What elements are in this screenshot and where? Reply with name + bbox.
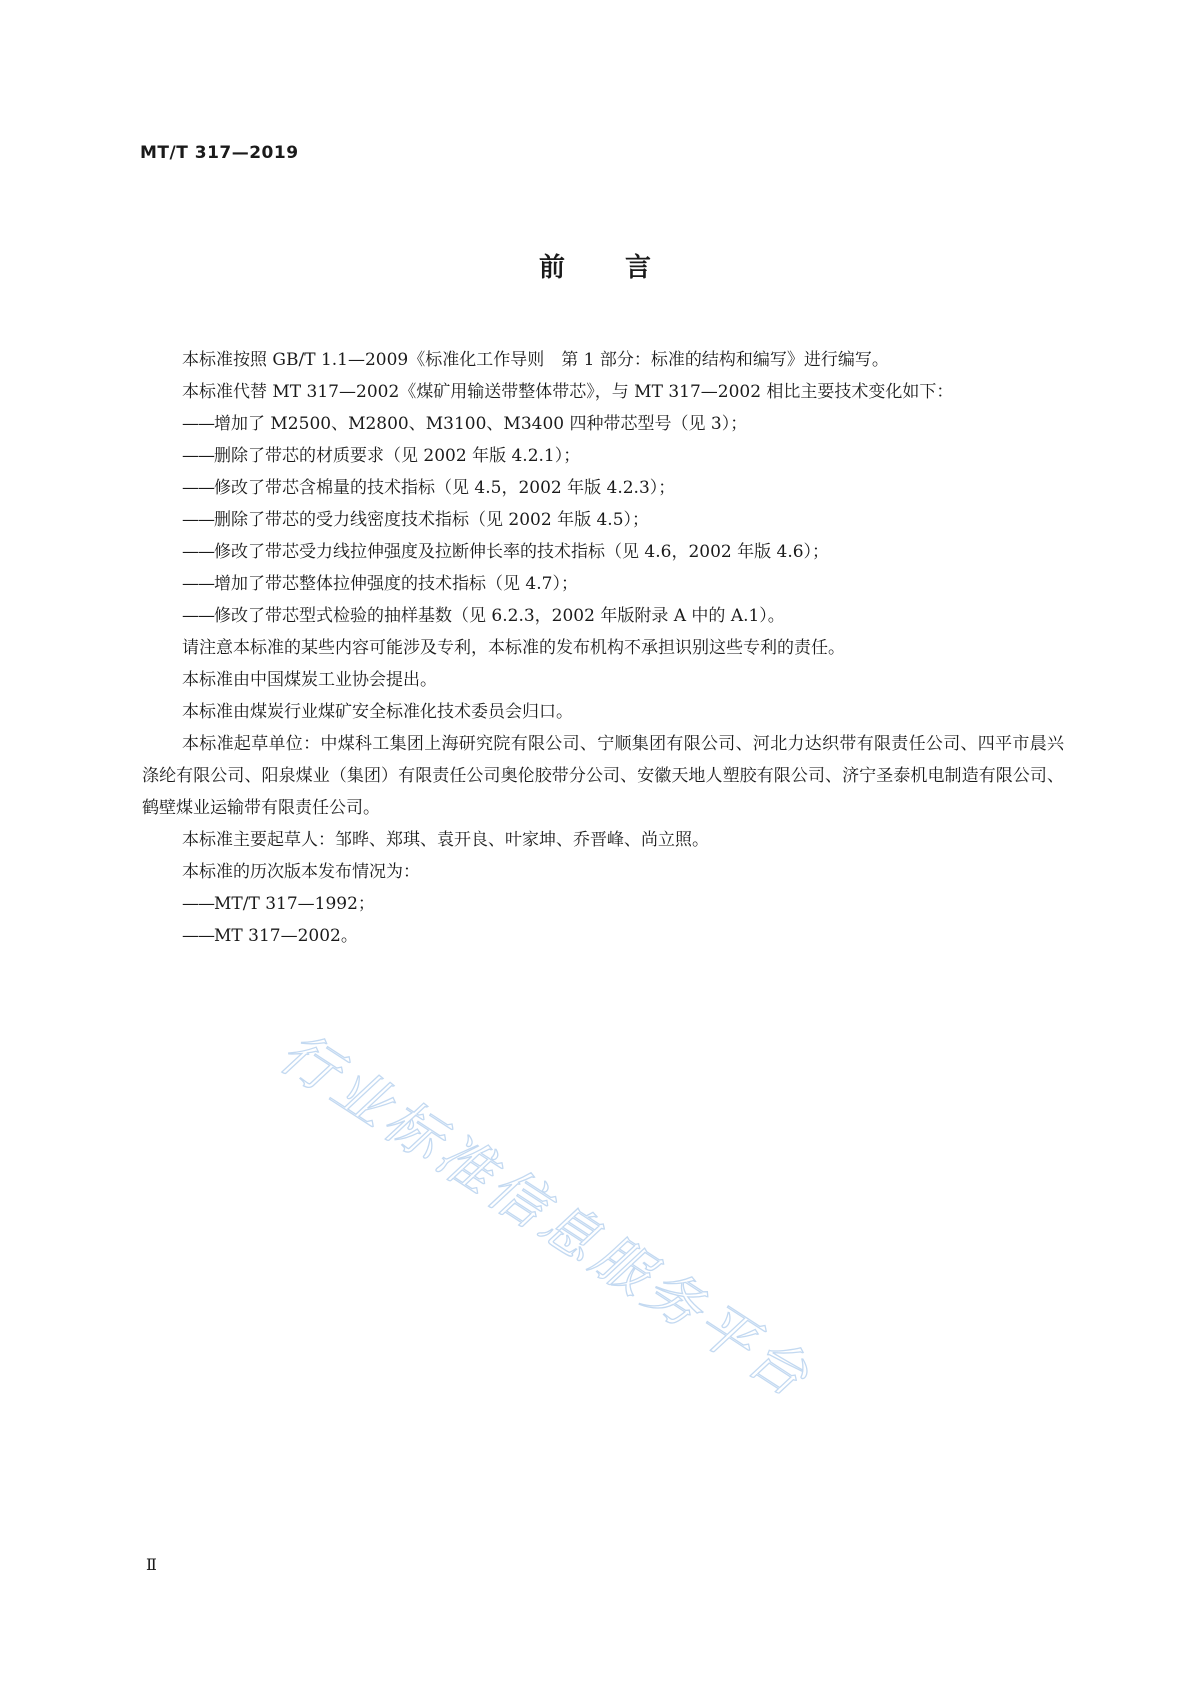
list-dash: ——: [182, 894, 214, 914]
list-item-text: 增加了带芯整体拉伸强度的技术指标（见 4.7）；: [214, 574, 578, 594]
list-item: [142, 920, 1064, 952]
list-item: [142, 888, 1064, 920]
list-item-text: 增加了 M2500、M2800、M3100、M3400 四种带芯型号（见 3）；: [214, 414, 748, 434]
paragraph: 本标准由中国煤炭工业协会提出。: [182, 670, 437, 690]
list-dash: ——: [182, 446, 214, 466]
paragraph: 本标准的历次版本发布情况为：: [182, 862, 420, 882]
list-item-text: 修改了带芯受力线拉伸强度及拉断伸长率的技术指标（见 4.6，2002 年版 4.6）；: [214, 542, 830, 562]
paragraph: 本标准主要起草人：邹晔、郑琪、袁开良、叶家坤、乔晋峰、尚立照。: [182, 830, 709, 850]
list-item: [142, 504, 1064, 536]
page-number: Ⅱ: [146, 1555, 157, 1574]
list-item: [142, 440, 1064, 472]
paragraph: 请注意本标准的某些内容可能涉及专利，本标准的发布机构不承担识别这些专利的责任。: [182, 638, 845, 658]
list-item-text: 修改了带芯含棉量的技术指标（见 4.5，2002 年版 4.2.3）；: [214, 478, 676, 498]
list-item: [142, 408, 1064, 440]
list-item: [142, 600, 1064, 632]
list-dash: ——: [182, 478, 214, 498]
foreword-body: [142, 344, 1064, 952]
list-dash: ——: [182, 542, 214, 562]
list-item-text: MT/T 317—1992；: [214, 894, 375, 914]
paragraph: 本标准代替 MT 317—2002《煤矿用输送带整体带芯》，与 MT 317—2002 相比主要技术变化如下：: [182, 382, 954, 402]
list-item-text: 删除了带芯的材质要求（见 2002 年版 4.2.1）；: [214, 446, 581, 466]
list-item-text: MT 317—2002。: [214, 926, 358, 946]
paragraph: 本标准按照 GB/T 1.1—2009《标准化工作导则 第 1 部分：标准的结构和编写》进行编写。: [182, 350, 889, 370]
watermark: 行业标准信息服务平台: [268, 1020, 824, 1413]
list-dash: ——: [182, 510, 214, 530]
list-item-text: 删除了带芯的受力线密度技术指标（见 2002 年版 4.5）；: [214, 510, 650, 530]
list-dash: ——: [182, 574, 214, 594]
list-item: [142, 568, 1064, 600]
list-dash: ——: [182, 926, 214, 946]
list-item: [142, 472, 1064, 504]
paragraph: 本标准由煤炭行业煤矿安全标准化技术委员会归口。: [182, 702, 573, 722]
list-dash: ——: [182, 414, 214, 434]
list-item: [142, 536, 1064, 568]
paragraph: 本标准起草单位：中煤科工集团上海研究院有限公司、宁顺集团有限公司、河北力达织带有限责任公司、四平市晨兴涤纶有限公司、阳泉煤业（集团）有限责任公司奥伦胶带分公司、安徽天地人塑胶有限公司、济宁圣泰机电制造有限公司、鹤壁煤业运输带有限责任公司。: [142, 734, 1064, 818]
list-item-text: 修改了带芯型式检验的抽样基数（见 6.2.3，2002 年版附录 A 中的 A.1）。: [214, 606, 785, 626]
standard-code: MT/T 317—2019: [140, 143, 299, 163]
page-title: 前言: [538, 253, 711, 283]
list-dash: ——: [182, 606, 214, 626]
